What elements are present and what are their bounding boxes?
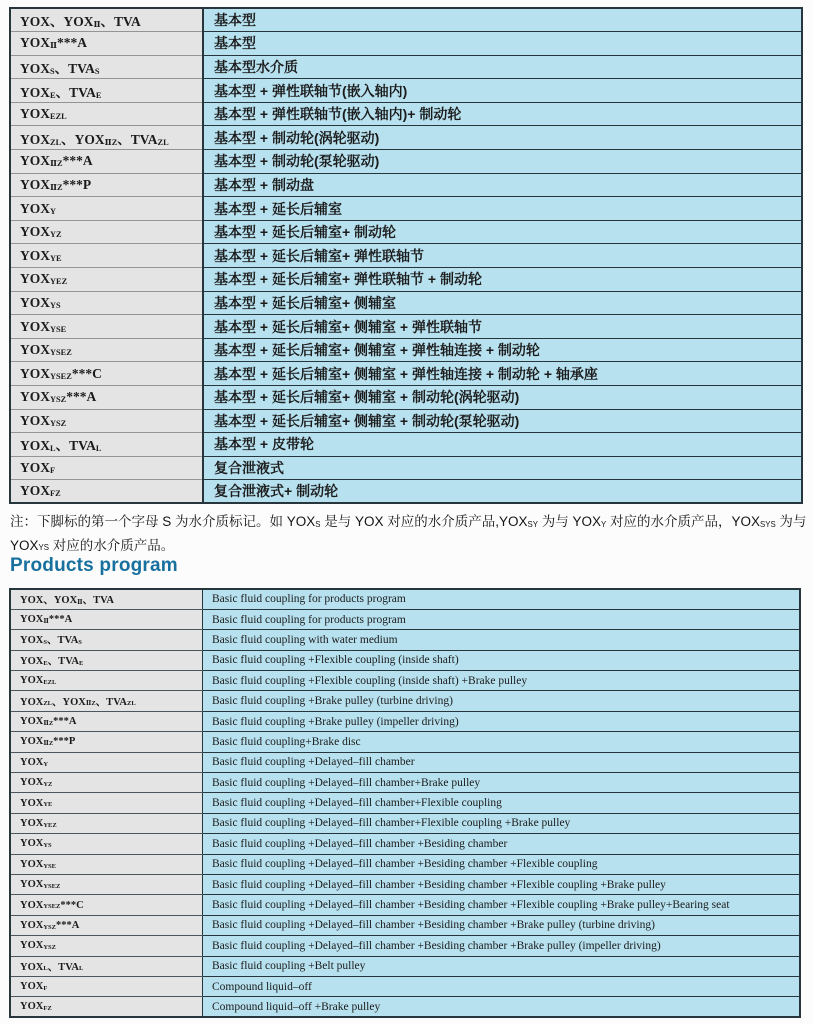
- table-row: [10, 32, 802, 56]
- model-cell: $YOX_{YE}$: [10, 793, 203, 813]
- description-cell: 基本型 + 皮带轮: [203, 433, 802, 457]
- description-cell: Basic fluid coupling +Delayed–fill chamber +Besiding chamber +Flexible coupling: [203, 854, 801, 874]
- model-cell: $YOX_F$: [10, 976, 203, 996]
- description-cell: Basic fluid coupling +Delayed–fill chamber+Flexible coupling +Brake pulley: [203, 813, 801, 833]
- model-cell: $YOX_S$、$TVA_S$: [10, 55, 203, 79]
- model-cell: $YOX_E$、$TVA_E$: [10, 79, 203, 103]
- model-cell: $YOX_{YE}$: [10, 244, 203, 268]
- description-cell: Basic fluid coupling +Delayed–fill chamber +Besiding chamber +Flexible coupling +Brake pulley+Bearing seat: [203, 895, 801, 915]
- table-row: [10, 793, 800, 813]
- model-cell: $YOX_{YSEZ}***C$: [10, 362, 203, 386]
- model-cell: $YOX_S$、$TVA_S$: [10, 630, 203, 650]
- description-cell: Basic fluid coupling +Delayed–fill chamber +Besiding chamber +Brake pulley (turbine driving): [203, 915, 801, 935]
- model-cell: $YOX_{YSEZ}***C$: [10, 895, 203, 915]
- table-row: [10, 773, 800, 793]
- description-cell: 基本型 + 延长后辅室+ 侧辅室 + 制动轮(泵轮驱动): [203, 409, 802, 433]
- description-cell: 基本型 + 制动轮(涡轮驱动): [203, 126, 802, 150]
- description-cell: Basic fluid coupling +Delayed–fill chamber +Besiding chamber +Brake pulley (impeller driving): [203, 936, 801, 956]
- description-cell: Basic fluid coupling +Belt pulley: [203, 956, 801, 976]
- description-cell: 基本型 + 延长后辅室+ 弹性联轴节 + 制动轮: [203, 268, 802, 292]
- model-cell: $YOX_{ⅡZ}***P$: [10, 173, 203, 197]
- description-cell: 基本型 + 延长后辅室+ 侧辅室 + 弹性轴连接 + 制动轮 + 轴承座: [203, 362, 802, 386]
- model-cell: YOX、$YOX_Ⅱ$、TVA: [10, 589, 203, 609]
- model-cell: $YOX_{YSZ}$: [10, 936, 203, 956]
- table-row: [10, 691, 800, 711]
- table-row: [10, 244, 802, 268]
- description-cell: 基本型: [203, 8, 802, 32]
- en-products-table: [9, 588, 801, 1018]
- description-cell: Basic fluid coupling +Delayed–fill chamber+Flexible coupling: [203, 793, 801, 813]
- model-cell: $YOX_{ⅡZ}***A$: [10, 711, 203, 731]
- table-row: [10, 589, 800, 609]
- description-cell: 基本型 + 延长后辅室+ 侧辅室 + 弹性联轴节: [203, 315, 802, 339]
- table-row: [10, 956, 800, 976]
- description-cell: Basic fluid coupling +Delayed–fill chamber+Brake pulley: [203, 773, 801, 793]
- description-cell: Basic fluid coupling +Brake pulley (impeller driving): [203, 711, 801, 731]
- table-row: [10, 834, 800, 854]
- description-cell: Compound liquid–off: [203, 976, 801, 996]
- table-row: [10, 409, 802, 433]
- model-cell: $YOX_{YS}$: [10, 291, 203, 315]
- model-cell: $YOX_{YSZ}$: [10, 409, 203, 433]
- table-row: [10, 433, 802, 457]
- table-row: [10, 126, 802, 150]
- description-cell: 基本型 + 延长后辅室+ 侧辅室: [203, 291, 802, 315]
- table-row: [10, 732, 800, 752]
- model-cell: $YOX_{EZL}$: [10, 671, 203, 691]
- model-cell: $YOX_{YSZ}***A$: [10, 915, 203, 935]
- model-cell: $YOX_{YEZ}$: [10, 268, 203, 292]
- description-cell: Basic fluid coupling +Delayed–fill chamber +Besiding chamber: [203, 834, 801, 854]
- model-cell: $YOX_{ⅡZ}***A$: [10, 150, 203, 174]
- table-row: [10, 650, 800, 670]
- table-row: [10, 752, 800, 772]
- description-cell: Basic fluid coupling +Delayed–fill chamber: [203, 752, 801, 772]
- table-row: [10, 895, 800, 915]
- table-row: [10, 338, 802, 362]
- model-cell: $YOX_{YSEZ}$: [10, 338, 203, 362]
- model-cell: $YOX_{YSE}$: [10, 854, 203, 874]
- water-medium-note: 注：下脚标的第一个字母 S 为水介质标记。如 $YOX_S$ 是与 YOX 对应的水介质产品$,YOX_{SY}$ 为与 $YOX_Y$ 对应的水介质产品，$YOX_{SYS}$ 为与 $YOX_{YS}$ 对应的水介质产品。: [10, 514, 807, 553]
- description-cell: Basic fluid coupling +Delayed–fill chamber +Besiding chamber +Flexible coupling +Brake pulley: [203, 874, 801, 894]
- description-cell: 基本型 + 延长后辅室: [203, 197, 802, 221]
- table-row: [10, 874, 800, 894]
- model-cell: $YOX_Ⅱ***A$: [10, 32, 203, 56]
- model-cell: $YOX_{YZ}$: [10, 220, 203, 244]
- description-cell: Compound liquid–off +Brake pulley: [203, 997, 801, 1017]
- description-cell: Basic fluid coupling with water medium: [203, 630, 801, 650]
- model-cell: $YOX_{ⅡZ}***P$: [10, 732, 203, 752]
- table-row: [10, 480, 802, 504]
- table-row: [10, 315, 802, 339]
- table-row: [10, 55, 802, 79]
- description-cell: 基本型 + 延长后辅室+ 侧辅室 + 弹性轴连接 + 制动轮: [203, 338, 802, 362]
- table-row: [10, 976, 800, 996]
- model-cell: $YOX_L$、$TVA_L$: [10, 956, 203, 976]
- model-cell: $YOX_L$、$TVA_L$: [10, 433, 203, 457]
- description-cell: 基本型 + 制动盘: [203, 173, 802, 197]
- description-cell: Basic fluid coupling+Brake disc: [203, 732, 801, 752]
- description-cell: 复合泄液式: [203, 456, 802, 480]
- model-cell: $YOX_{YEZ}$: [10, 813, 203, 833]
- description-cell: 基本型 + 延长后辅室+ 弹性联轴节: [203, 244, 802, 268]
- model-cell: $YOX_{YZ}$: [10, 773, 203, 793]
- model-cell: YOX、$YOX_Ⅱ$、TVA: [10, 8, 203, 32]
- model-cell: $YOX_Y$: [10, 752, 203, 772]
- table-row: [10, 711, 800, 731]
- description-cell: Basic fluid coupling +Brake pulley (turbine driving): [203, 691, 801, 711]
- table-row: [10, 291, 802, 315]
- model-cell: $YOX_{FZ}$: [10, 480, 203, 504]
- description-cell: Basic fluid coupling +Flexible coupling (inside shaft) +Brake pulley: [203, 671, 801, 691]
- table-row: [10, 173, 802, 197]
- table-row: [10, 630, 800, 650]
- table-row: [10, 102, 802, 126]
- table-row: [10, 150, 802, 174]
- description-cell: 复合泄液式+ 制动轮: [203, 480, 802, 504]
- description-cell: 基本型 + 延长后辅室+ 侧辅室 + 制动轮(涡轮驱动): [203, 386, 802, 410]
- table-row: [10, 362, 802, 386]
- table-row: [10, 915, 800, 935]
- description-cell: 基本型 + 制动轮(泵轮驱动): [203, 150, 802, 174]
- model-cell: $YOX_E$、$TVA_E$: [10, 650, 203, 670]
- model-cell: $YOX_{ZL}$、$YOX_{ⅡZ}$、$TVA_{ZL}$: [10, 691, 203, 711]
- model-cell: $YOX_F$: [10, 456, 203, 480]
- cn-products-table: [9, 7, 803, 504]
- description-cell: Basic fluid coupling for products program: [203, 589, 801, 609]
- description-cell: 基本型 + 弹性联轴节(嵌入轴内): [203, 79, 802, 103]
- model-cell: $YOX_Y$: [10, 197, 203, 221]
- table-row: [10, 268, 802, 292]
- table-row: [10, 197, 802, 221]
- table-row: [10, 456, 802, 480]
- table-row: [10, 609, 800, 629]
- model-cell: $YOX_{EZL}$: [10, 102, 203, 126]
- table-row: [10, 671, 800, 691]
- description-cell: 基本型: [203, 32, 802, 56]
- table-row: [10, 220, 802, 244]
- model-cell: $YOX_{YS}$: [10, 834, 203, 854]
- model-cell: $YOX_{YSZ}***A$: [10, 386, 203, 410]
- table-row: [10, 936, 800, 956]
- table-row: [10, 79, 802, 103]
- model-cell: $YOX_Ⅱ***A$: [10, 609, 203, 629]
- model-cell: $YOX_{ZL}$、$YOX_{ⅡZ}$、$TVA_{ZL}$: [10, 126, 203, 150]
- model-cell: $YOX_{YSE}$: [10, 315, 203, 339]
- description-cell: 基本型 + 弹性联轴节(嵌入轴内)+ 制动轮: [203, 102, 802, 126]
- description-cell: 基本型 + 延长后辅室+ 制动轮: [203, 220, 802, 244]
- description-cell: 基本型水介质: [203, 55, 802, 79]
- description-cell: Basic fluid coupling for products program: [203, 609, 801, 629]
- description-cell: Basic fluid coupling +Flexible coupling (inside shaft): [203, 650, 801, 670]
- table-row: [10, 386, 802, 410]
- table-row: [10, 813, 800, 833]
- table-row: [10, 997, 800, 1017]
- table-row: [10, 854, 800, 874]
- model-cell: $YOX_{FZ}$: [10, 997, 203, 1017]
- model-cell: $YOX_{YSEZ}$: [10, 874, 203, 894]
- table-row: [10, 8, 802, 32]
- products-program-heading: Products program: [10, 555, 178, 576]
